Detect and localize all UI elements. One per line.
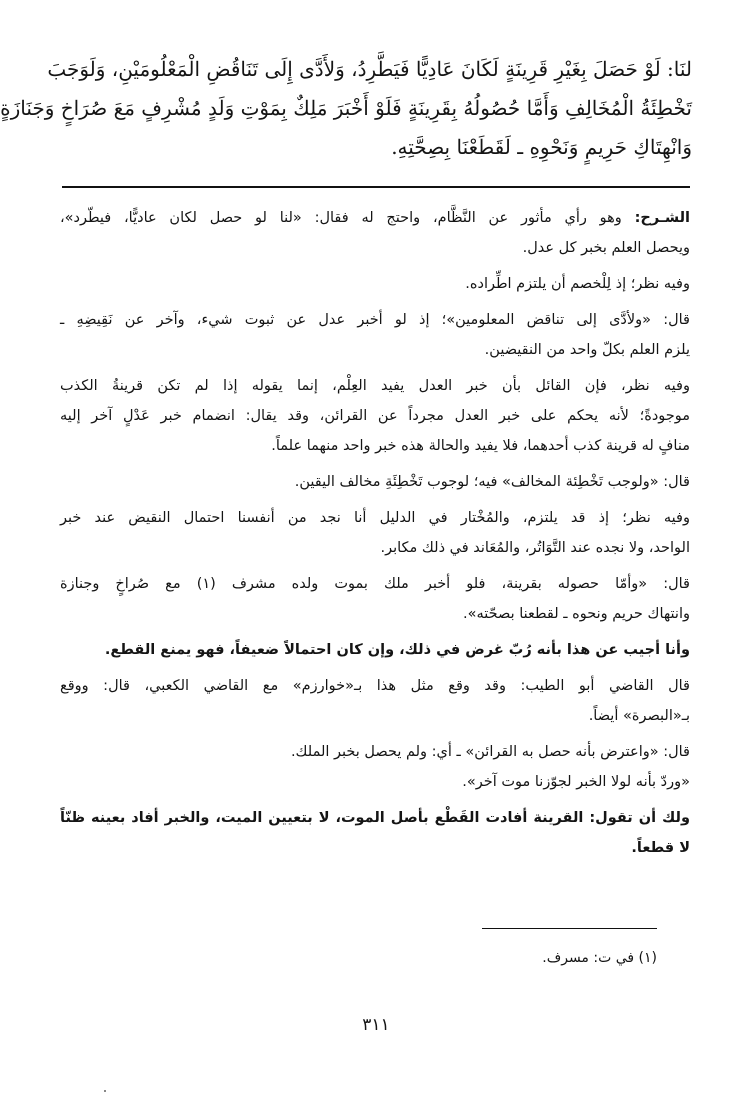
- matn-separator-rule: [62, 186, 690, 188]
- text-line: الواحد، ولا نجده عند التَّوَاتُر، والمُعَاند في ذلك مكابر.: [380, 540, 690, 556]
- text-span: وهو رأي مأثور عن النَّظَّام، واحتج له فقال: «لنا لو حصل لكان عاديًّا، فيطّرد»،: [60, 210, 622, 226]
- text-line: منافٍ له قرينة كذب أحدهما، فلا يفيد والحالة هذه خبر واحد منهما علماً.: [271, 438, 690, 454]
- text-line: «وردّ بأنه لولا الخبر لجوّزنا موت آخر».: [462, 774, 690, 790]
- text-line: وفيه نظر، فإن القائل بأن خبر العدل يفيد العِلْم، إنما يقوله إذا لم تكن قرينةُ الكذب: [60, 378, 690, 394]
- sharh-paragraph: [60, 305, 690, 365]
- sharh-paragraph: [60, 467, 690, 497]
- page-number: ٣١١: [362, 1015, 390, 1035]
- matn-line: لنَا: لَوْ حَصَلَ بِغَيْرِ قَرِينَةٍ لَكَانَ عَادِيًّا فَيَطَّرِدُ، وَلأَدَّى إِلَى تَنَاقُضِ الْمَعْلُومَيْنِ، وَلَوَجَبَ: [47, 57, 692, 81]
- text-line: قال: «وأمّا حصوله بقرينة، فلو أخبر ملك بموت ولده مشرف (١) مع صُراخٍ وجنازة: [60, 576, 690, 592]
- text-line: بـ«البصرة» أيضاً.: [588, 708, 690, 724]
- sharh-paragraph: [60, 671, 690, 731]
- sharh-paragraph: [60, 737, 690, 797]
- text-line: وانتهاك حريم ونحوه ـ لقطعنا بصحّته».: [463, 606, 690, 622]
- sharh-paragraph: [60, 803, 690, 863]
- text-line: ويحصل العلم بخبر كل عدل.: [522, 240, 690, 256]
- matn-line: تَخْطِئَةُ الْمُخَالِفِ وَأَمَّا حُصُولُهُ بِقَرِينَةٍ فَلَوْ أَخْبَرَ مَلِكٌ بِمَوْتِ وَلَدٍ مُشْرِفٍ مَعَ صُرَاخٍ وَجَنَازَةٍ: [0, 96, 692, 120]
- text-line: قال: «واعترض بأنه حصل به القرائن» ـ أي: ولم يحصل بخبر الملك.: [290, 744, 690, 760]
- text-line: وفيه نظر؛ إذ قد يلتزم، والمُخْتار في الدليل أنا نجد من أنفسنا احتمال النقيض عند خبر: [60, 510, 690, 526]
- text-line: لا قطعاً.: [631, 840, 690, 856]
- text-line: قال القاضي أبو الطيب: وقد وقع مثل هذا بـ«خوارزم» مع القاضي الكعبي، قال: ووقع: [60, 678, 690, 694]
- text-line: [60, 203, 690, 233]
- sharh-paragraph: [60, 371, 690, 461]
- text-line: قال: «ولأدَّى إلى تناقض المعلومين»؛ إذ لو أخبر عدل عن ثبوت شيء، وآخر عن نَقِيضِهِ ـ: [60, 312, 690, 328]
- sharh-paragraph: [60, 203, 690, 263]
- sharh-commentary: [60, 203, 690, 869]
- matn-text: [0, 50, 692, 167]
- text-line: يلزم العلم بكلّ واحد من النقيضين.: [484, 342, 690, 358]
- text-line: موجودةً؛ لأنه يحكم على خبر العدل مجرداً عن القرائن، وقد يقال: انضمام خبر عَدْلٍ آخر إليه: [60, 408, 690, 424]
- text-line: ولك أن تقول: القرينة أفادت القَطْع بأصل الموت، لا بتعيين الميت، والخبر أفاد بعينه ظنّاً: [60, 810, 690, 826]
- footnote: (١) في ت: مسرف.: [542, 950, 657, 966]
- sharh-heading: الشـرح:: [634, 210, 690, 226]
- matn-line: وَانْهِتَاكِ حَرِيمٍ وَنَحْوِهِ ـ لَقَطَعْنَا بِصِحَّتِهِ.: [391, 135, 692, 159]
- sharh-paragraph: [60, 269, 690, 299]
- text-line: قال: «ولوجب تَخْطِئة المخالف» فيه؛ لوجوب تَخْطِئَةِ مخالف اليقين.: [294, 474, 690, 490]
- text-line: وفيه نظر؛ إذ لِلْخصم أن يلتزم اطِّراده.: [465, 276, 690, 292]
- text-line: وأنا أجيب عن هذا بأنه رُبّ غرض في ذلك، وإن كان احتمالاً ضعيفاً، فهو يمنع القطع.: [104, 642, 690, 658]
- sharh-paragraph: [60, 569, 690, 629]
- footnote-separator-rule: [482, 928, 657, 929]
- sharh-paragraph: [60, 503, 690, 563]
- scan-speck: [104, 1090, 106, 1092]
- sharh-paragraph: [60, 635, 690, 665]
